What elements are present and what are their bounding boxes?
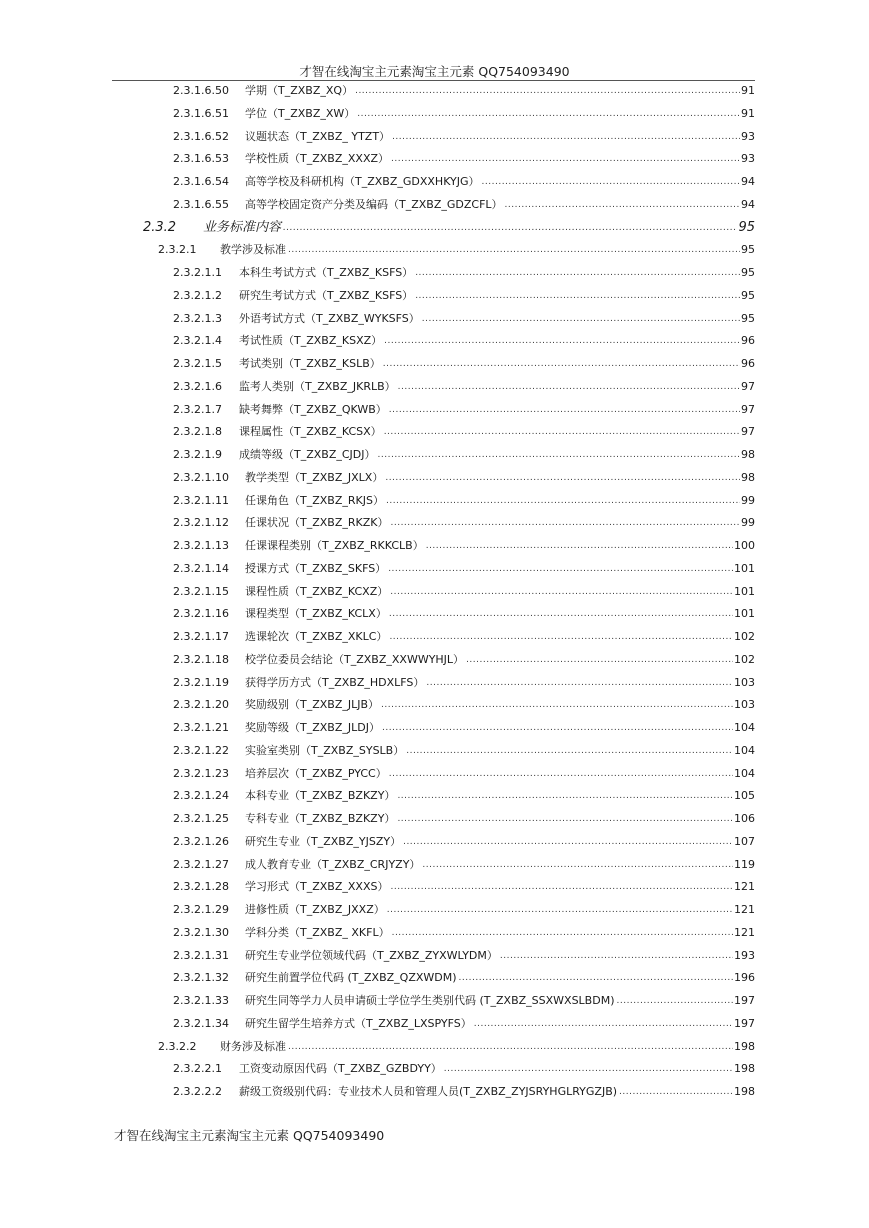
toc-entry-page: 102 (734, 652, 755, 666)
toc-leader-dots (382, 718, 733, 738)
toc-entry-page: 94 (741, 197, 755, 211)
toc-entry-page: 121 (734, 925, 755, 939)
toc-leader-dots (466, 650, 733, 670)
toc-entry-number: 2.3.2.1.24 (173, 789, 229, 803)
toc-entry-number: 2.3.2.1.32 (173, 971, 229, 985)
toc-leader-dots (288, 240, 740, 260)
toc-entry-page: 95 (741, 266, 755, 279)
toc-entry[interactable] (173, 513, 755, 533)
toc-leader-dots (619, 1082, 733, 1102)
toc-entry[interactable] (173, 468, 755, 488)
toc-entry-number: 2.3.2.1.3 (173, 311, 222, 325)
toc-entry-page: 100 (734, 539, 755, 552)
toc-entry-title: 研究生前置学位代码 (T_ZXBZ_QZXWDM) (245, 971, 457, 985)
toc-entry-title: 学校性质（T_ZXBZ_XXXZ） (245, 152, 390, 166)
toc-entry-title: 业务标准内容 (203, 219, 282, 235)
toc-entry-number: 2.3.2 (143, 219, 177, 235)
toc-entry-title: 成人教育专业（T_ZXBZ_CRJYZY） (245, 857, 421, 871)
toc-entry[interactable] (173, 627, 755, 647)
toc-entry-number: 2.3.2.1.2 (173, 288, 222, 302)
toc-entry-number: 2.3.1.6.53 (173, 152, 229, 166)
toc-entry[interactable] (173, 1059, 755, 1079)
toc-entry-number: 2.3.1.6.50 (173, 84, 229, 97)
toc-entry[interactable] (173, 855, 755, 875)
toc-entry-number: 2.3.2.1.15 (173, 584, 229, 598)
toc-entry[interactable] (158, 1037, 755, 1057)
toc-entry-number: 2.3.2.1.12 (173, 516, 229, 530)
toc-entry-page: 93 (741, 152, 755, 166)
toc-entry[interactable] (173, 695, 755, 715)
toc-entry-title: 本科生考试方式（T_ZXBZ_KSFS） (239, 266, 414, 279)
toc-entry[interactable] (173, 832, 755, 852)
toc-entry[interactable] (173, 1014, 755, 1034)
toc-entry[interactable] (173, 286, 755, 306)
toc-entry-page: 98 (741, 448, 755, 461)
toc-leader-dots (386, 491, 740, 511)
toc-entry-page: 97 (741, 425, 755, 439)
toc-leader-dots (390, 582, 733, 602)
toc-entry-page: 99 (741, 493, 755, 507)
toc-entry-page: 197 (734, 1016, 755, 1030)
toc-entry[interactable] (143, 218, 755, 238)
toc-entry[interactable] (173, 195, 755, 215)
toc-entry-number: 2.3.2.1.14 (173, 561, 229, 575)
toc-entry-title: 奖励级别（T_ZXBZ_JLJB） (245, 698, 380, 712)
toc-leader-dots (397, 809, 733, 829)
toc-entry-page: 105 (734, 789, 755, 803)
toc-entry-title: 议题状态（T_ZXBZ_ YTZT） (245, 129, 391, 143)
toc-leader-dots (384, 331, 740, 351)
toc-entry-page: 196 (734, 971, 755, 985)
toc-entry-title: 考试类别（T_ZXBZ_KSLB） (239, 357, 381, 370)
toc-entry[interactable] (173, 877, 755, 897)
toc-entry[interactable] (173, 582, 755, 602)
toc-entry[interactable] (173, 445, 755, 465)
toc-entry-page: 91 (741, 84, 755, 97)
toc-entry-page: 95 (741, 243, 755, 257)
toc-entry-page: 119 (734, 857, 755, 871)
toc-entry-title: 薪级工资级别代码：专业技术人员和管理人员(T_ZXBZ_ZYJSRYHGLRYGZJB) (239, 1085, 618, 1098)
toc-leader-dots (384, 422, 740, 442)
toc-leader-dots (390, 513, 740, 533)
toc-entry-number: 2.3.2.1.11 (173, 493, 229, 507)
toc-entry[interactable] (173, 104, 755, 124)
toc-leader-dots (422, 855, 733, 875)
toc-leader-dots (357, 104, 740, 124)
toc-leader-dots (288, 1037, 733, 1057)
toc-leader-dots (389, 627, 733, 647)
toc-entry[interactable] (173, 923, 755, 943)
toc-entry-title: 选课轮次（T_ZXBZ_XKLC） (245, 630, 388, 643)
toc-leader-dots (426, 673, 733, 693)
toc-entry[interactable] (173, 650, 755, 670)
toc-entry-number: 2.3.2.1.30 (173, 925, 229, 939)
toc-entry-title: 课程性质（T_ZXBZ_KCXZ） (245, 584, 389, 598)
toc-entry-title: 研究生同等学力人员申请硕士学位学生类别代码 (T_ZXBZ_SSXWXSLBDM) (245, 994, 615, 1007)
toc-entry-number: 2.3.2.1.26 (173, 834, 229, 848)
toc-leader-dots (391, 149, 740, 169)
toc-entry-page: 103 (734, 698, 755, 712)
toc-entry[interactable] (173, 946, 755, 966)
toc-entry-number: 2.3.2.1.27 (173, 857, 229, 871)
toc-leader-dots (415, 263, 740, 283)
toc-entry-page: 99 (741, 516, 755, 530)
toc-entry-title: 进修性质（T_ZXBZ_JXXZ） (245, 903, 385, 916)
toc-entry-title: 校学位委员会结论（T_ZXBZ_XXWWYHJL） (245, 652, 465, 666)
toc-entry-page: 96 (741, 357, 755, 370)
toc-entry-number: 2.3.2.1.31 (173, 948, 229, 962)
toc-entry-title: 考试性质（T_ZXBZ_KSXZ） (239, 334, 383, 348)
toc-entry[interactable] (173, 377, 755, 397)
toc-entry-title: 学科分类（T_ZXBZ_ XKFL） (245, 925, 390, 939)
toc-entry-page: 104 (734, 766, 755, 780)
toc-entry[interactable] (173, 673, 755, 693)
toc-entry[interactable] (173, 172, 755, 192)
toc-entry-page: 95 (738, 219, 755, 235)
toc-entry-title: 实验室类别（T_ZXBZ_SYSLB） (245, 743, 405, 757)
toc-entry-title: 专科专业（T_ZXBZ_BZKZY） (245, 812, 396, 825)
toc-entry-title: 任课状况（T_ZXBZ_RKZK） (245, 516, 389, 530)
toc-entry[interactable] (173, 718, 755, 738)
toc-entry-title: 教学涉及标准 (220, 243, 286, 257)
toc-leader-dots (389, 764, 733, 784)
toc-entry-title: 缺考舞弊（T_ZXBZ_QKWB） (239, 402, 387, 416)
toc-entry-number: 2.3.2.1.22 (173, 743, 229, 757)
toc-entry-number: 2.3.2.1.20 (173, 698, 229, 712)
toc-entry-number: 2.3.1.6.51 (173, 106, 229, 120)
toc-leader-dots (389, 604, 733, 624)
toc-leader-dots (390, 877, 733, 897)
toc-leader-dots (392, 127, 740, 147)
toc-entry-title: 学位（T_ZXBZ_XW） (245, 106, 356, 120)
toc-leader-dots (500, 946, 733, 966)
toc-leader-dots (283, 218, 737, 238)
toc-entry-number: 2.3.2.2.1 (173, 1062, 222, 1076)
toc-entry-page: 198 (734, 1085, 755, 1098)
toc-entry-number: 2.3.2.1.10 (173, 470, 229, 484)
toc-entry-number: 2.3.2.1.29 (173, 903, 229, 916)
toc-leader-dots (406, 741, 733, 761)
toc-entry-number: 2.3.2.1.8 (173, 425, 222, 439)
toc-entry-page: 121 (734, 880, 755, 894)
toc-entry[interactable] (173, 786, 755, 806)
toc-entry-title: 任课课程类别（T_ZXBZ_RKKCLB） (245, 539, 424, 552)
toc-entry-title: 本科专业（T_ZXBZ_BZKZY） (245, 789, 396, 803)
toc-leader-dots (616, 991, 733, 1011)
toc-leader-dots (444, 1059, 733, 1079)
toc-entry[interactable] (173, 1082, 755, 1102)
toc-entry-page: 106 (734, 812, 755, 825)
toc-entry-title: 获得学历方式（T_ZXBZ_HDXLFS） (245, 675, 425, 689)
toc-entry-page: 197 (734, 994, 755, 1007)
toc-entry-title: 奖励等级（T_ZXBZ_JLDJ） (245, 721, 380, 734)
toc-entry-title: 学期（T_ZXBZ_XQ） (245, 84, 354, 97)
toc-entry-title: 课程属性（T_ZXBZ_KCSX） (239, 425, 382, 439)
toc-entry[interactable] (173, 491, 755, 511)
toc-leader-dots (388, 559, 733, 579)
toc-entry-number: 2.3.2.1.1 (173, 266, 222, 279)
toc-entry-title: 授课方式（T_ZXBZ_SKFS） (245, 561, 387, 575)
toc-leader-dots (474, 1014, 733, 1034)
toc-entry-page: 104 (734, 743, 755, 757)
toc-entry-number: 2.3.2.1.19 (173, 675, 229, 689)
toc-entry-page: 93 (741, 129, 755, 143)
toc-entry-title: 外语考试方式（T_ZXBZ_WYKSFS） (239, 311, 420, 325)
toc-entry[interactable] (173, 422, 755, 442)
toc-leader-dots (505, 195, 740, 215)
toc-entry-number: 2.3.2.1.34 (173, 1016, 229, 1030)
toc-entry[interactable] (173, 400, 755, 420)
toc-entry-title: 教学类型（T_ZXBZ_JXLX） (245, 470, 384, 484)
toc-entry-page: 102 (734, 630, 755, 643)
toc-entry-number: 2.3.2.1.33 (173, 994, 229, 1007)
toc-entry-page: 95 (741, 288, 755, 302)
toc-entry-number: 2.3.2.1.21 (173, 721, 229, 734)
toc-entry-number: 2.3.2.2.2 (173, 1085, 222, 1098)
toc-leader-dots (415, 286, 740, 306)
toc-entry-page: 101 (734, 607, 755, 621)
toc-entry[interactable] (173, 263, 755, 283)
toc-leader-dots (422, 309, 740, 329)
toc-leader-dots (355, 81, 740, 101)
toc-entry-page: 95 (741, 311, 755, 325)
toc-entry-page: 97 (741, 402, 755, 416)
toc-entry-title: 学习形式（T_ZXBZ_XXXS） (245, 880, 389, 894)
toc-entry-number: 2.3.1.6.54 (173, 175, 229, 188)
toc-entry-number: 2.3.2.1.25 (173, 812, 229, 825)
toc-leader-dots (482, 172, 740, 192)
toc-entry-title: 研究生专业学位领域代码（T_ZXBZ_ZYXWLYDM） (245, 948, 498, 962)
toc-entry-page: 121 (734, 903, 755, 916)
toc-entry-page: 96 (741, 334, 755, 348)
toc-entry[interactable] (173, 127, 755, 147)
toc-entry-title: 研究生考试方式（T_ZXBZ_KSFS） (239, 288, 414, 302)
toc-leader-dots (389, 400, 740, 420)
toc-entry[interactable] (158, 240, 755, 260)
toc-entry-title: 研究生留学生培养方式（T_ZXBZ_LXSPYFS） (245, 1016, 472, 1030)
toc-leader-dots (387, 900, 733, 920)
toc-entry-number: 2.3.2.1.16 (173, 607, 229, 621)
toc-entry-number: 2.3.1.6.55 (173, 197, 229, 211)
page-header: 才智在线淘宝主元素淘宝主元素 QQ754093490 (299, 64, 570, 79)
toc-entry[interactable] (173, 604, 755, 624)
toc-entry[interactable] (173, 536, 755, 556)
toc-entry-number: 2.3.2.1.28 (173, 880, 229, 894)
toc-leader-dots (392, 923, 733, 943)
toc-entry-page: 98 (741, 470, 755, 484)
toc-entry-title: 课程类型（T_ZXBZ_KCLX） (245, 607, 387, 621)
toc-entry-number: 2.3.2.1.6 (173, 379, 222, 393)
toc-entry[interactable] (173, 900, 755, 920)
toc-leader-dots (398, 377, 740, 397)
toc-entry[interactable] (173, 968, 755, 988)
toc-entry-page: 103 (734, 675, 755, 689)
toc-entry-title: 高等学校及科研机构（T_ZXBZ_GDXXHKYJG） (245, 175, 480, 188)
toc-entry[interactable] (173, 149, 755, 169)
toc-entry-number: 2.3.2.2 (158, 1039, 197, 1053)
toc-entry-number: 2.3.2.1.18 (173, 652, 229, 666)
toc-leader-dots (383, 354, 740, 374)
toc-entry-number: 2.3.2.1 (158, 243, 197, 257)
toc-leader-dots (397, 786, 733, 806)
toc-entry-number: 2.3.2.1.23 (173, 766, 229, 780)
toc-entry[interactable] (173, 309, 755, 329)
toc-entry-title: 研究生专业（T_ZXBZ_YJSZY） (245, 834, 402, 848)
toc-entry[interactable] (173, 559, 755, 579)
toc-entry-title: 任课角色（T_ZXBZ_RKJS） (245, 493, 384, 507)
toc-entry-page: 193 (734, 948, 755, 962)
toc-entry-page: 97 (741, 379, 755, 393)
toc-entry[interactable] (173, 331, 755, 351)
toc-entry-page: 101 (734, 561, 755, 575)
toc-entry-number: 2.3.2.1.7 (173, 402, 222, 416)
toc-leader-dots (459, 968, 733, 988)
page-footer: 才智在线淘宝主元素淘宝主元素 QQ754093490 (114, 1128, 385, 1143)
toc-entry[interactable] (173, 991, 755, 1011)
toc-leader-dots (381, 695, 733, 715)
toc-leader-dots (385, 468, 740, 488)
toc-leader-dots (378, 445, 740, 465)
toc-entry-page: 91 (741, 106, 755, 120)
toc-entry[interactable] (173, 741, 755, 761)
toc-entry-title: 工资变动原因代码（T_ZXBZ_GZBDYY） (239, 1062, 442, 1076)
toc-entry-title: 高等学校固定资产分类及编码（T_ZXBZ_GDZCFL） (245, 197, 503, 211)
toc-entry-page: 94 (741, 175, 755, 188)
toc-entry-number: 2.3.2.1.9 (173, 448, 222, 461)
toc-entry-number: 2.3.2.1.4 (173, 334, 222, 348)
toc-leader-dots (403, 832, 733, 852)
toc-entry-page: 104 (734, 721, 755, 734)
toc-entry[interactable] (173, 354, 755, 374)
toc-entry-title: 培养层次（T_ZXBZ_PYCC） (245, 766, 387, 780)
toc-entry-number: 2.3.2.1.17 (173, 630, 229, 643)
toc-leader-dots (426, 536, 733, 556)
toc-entry-number: 2.3.2.1.5 (173, 357, 222, 370)
toc-entry[interactable] (173, 809, 755, 829)
toc-entry-page: 101 (734, 584, 755, 598)
toc-entry-title: 财务涉及标准 (220, 1039, 286, 1053)
toc-entry-number: 2.3.1.6.52 (173, 129, 229, 143)
toc-entry-number: 2.3.2.1.13 (173, 539, 229, 552)
toc-entry-page: 198 (734, 1039, 755, 1053)
toc-entry-title: 监考人类别（T_ZXBZ_JKRLB） (239, 379, 396, 393)
toc-entry-page: 198 (734, 1062, 755, 1076)
toc-entry[interactable] (173, 81, 755, 101)
toc-entry-title: 成绩等级（T_ZXBZ_CJDJ） (239, 448, 376, 461)
toc-entry-page: 107 (734, 834, 755, 848)
toc-entry[interactable] (173, 764, 755, 784)
